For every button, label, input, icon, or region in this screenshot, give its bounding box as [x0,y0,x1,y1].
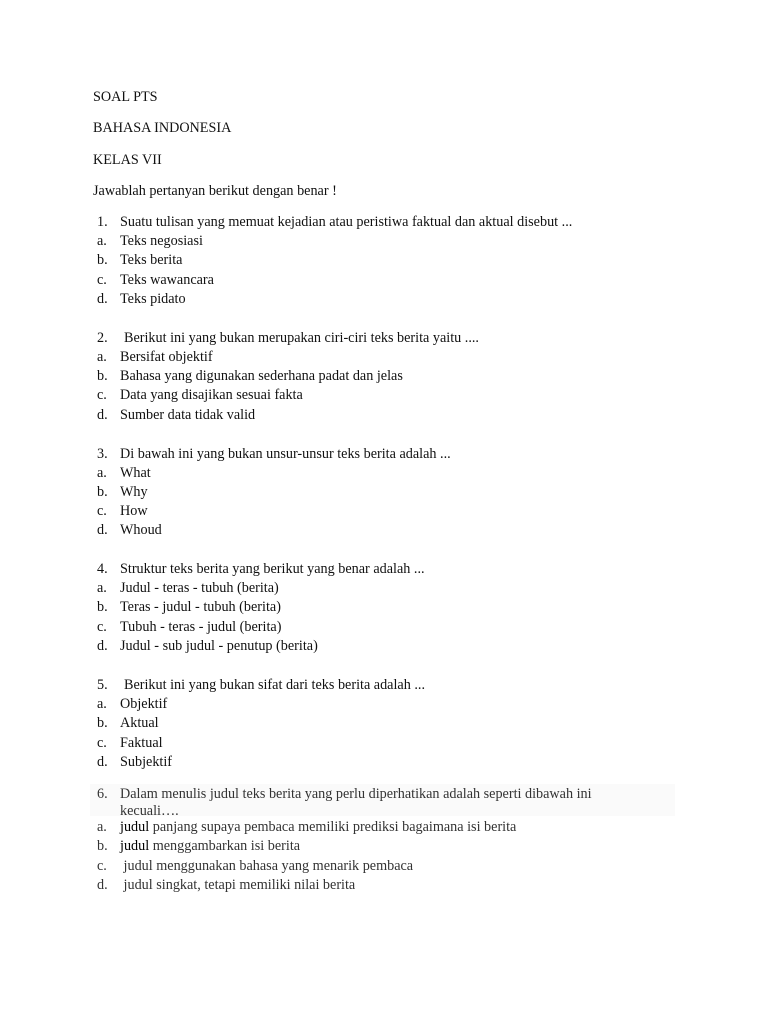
question-number: 2. [97,330,108,346]
option-letter: b. [97,252,108,268]
option-letter: d. [97,522,108,538]
option-letter: c. [97,503,107,519]
option-text: Why [120,484,148,500]
option-text: Aktual [120,715,159,731]
option-text: Teks berita [120,252,183,268]
question-number: 1. [97,214,108,230]
option-text: What [120,465,151,481]
option-lead-word: judul [120,819,150,835]
option-letter: d. [97,877,108,893]
option-text: Teks negosiasi [120,233,203,249]
option-text [120,818,516,836]
option-letter: c. [97,387,107,403]
option-letter: c. [97,735,107,751]
document-title: SOAL PTS [93,89,158,105]
option-letter: c. [97,619,107,635]
option-text: Data yang disajikan sesuai fakta [120,387,303,403]
option-text [120,837,300,855]
option-text: How [120,503,148,519]
option-text: Teks wawancara [120,272,214,288]
question-text: Suatu tulisan yang memuat kejadian atau peristiwa faktual dan aktual disebut ... [120,214,573,230]
question-number: 5. [97,677,108,693]
option-letter: d. [97,754,108,770]
question-text: Berikut ini yang bukan sifat dari teks berita adalah ... [124,677,425,693]
option-letter: b. [97,599,108,615]
option-text: Bersifat objektif [120,349,213,365]
option-letter: a. [97,465,107,481]
option-text: Judul - sub judul - penutup (berita) [120,638,318,654]
question-number: 6. [97,786,108,802]
option-text: Teks pidato [120,291,186,307]
option-text: Teras - judul - tubuh (berita) [120,599,281,615]
option-text: Whoud [120,522,162,538]
option-letter: d. [97,638,108,654]
option-letter: b. [97,715,108,731]
option-letter: d. [97,407,108,423]
option-letter: a. [97,233,107,249]
option-text: Sumber data tidak valid [120,407,256,423]
option-text: Bahasa yang digunakan sederhana padat dan jelas [120,368,403,384]
option-letter: a. [97,696,107,712]
option-text: Objektif [120,696,168,712]
option-rest: menggambarkan isi berita [149,838,301,854]
question-number: 4. [97,561,108,577]
question-text-line-1: Dalam menulis judul teks berita yang perlu diperhatikan adalah seperti dibawah ini [120,786,592,802]
option-letter: a. [97,819,107,835]
document-subject: BAHASA INDONESIA [93,120,232,136]
option-text: judul menggunakan bahasa yang menarik pembaca [120,858,414,874]
question-text: Di bawah ini yang bukan unsur-unsur teks berita adalah ... [120,446,451,462]
option-letter: d. [97,291,108,307]
option-letter: b. [97,838,108,854]
option-letter: a. [97,580,107,596]
option-text: Judul - teras - tubuh (berita) [120,580,279,596]
question-text: Struktur teks berita yang berikut yang benar adalah ... [120,561,425,577]
option-letter: c. [97,858,107,874]
option-lead-word: judul [120,838,150,854]
option-text: Subjektif [120,754,173,770]
option-letter: a. [97,349,107,365]
document-grade: KELAS VII [93,152,162,168]
option-rest: panjang supaya pembaca memiliki prediksi bagaimana isi berita [149,819,517,835]
option-text: Faktual [120,735,163,751]
option-letter: b. [97,368,108,384]
option-letter: c. [97,272,107,288]
question-number: 3. [97,446,108,462]
question-text-line-2: kecuali…. [120,803,179,819]
question-text: Berikut ini yang bukan merupakan ciri-ciri teks berita yaitu .... [124,330,479,346]
instruction-text: Jawablah pertanyan berikut dengan benar ! [93,183,337,199]
option-text: judul singkat, tetapi memiliki nilai berita [120,877,356,893]
option-text: Tubuh - teras - judul (berita) [120,619,282,635]
option-letter: b. [97,484,108,500]
